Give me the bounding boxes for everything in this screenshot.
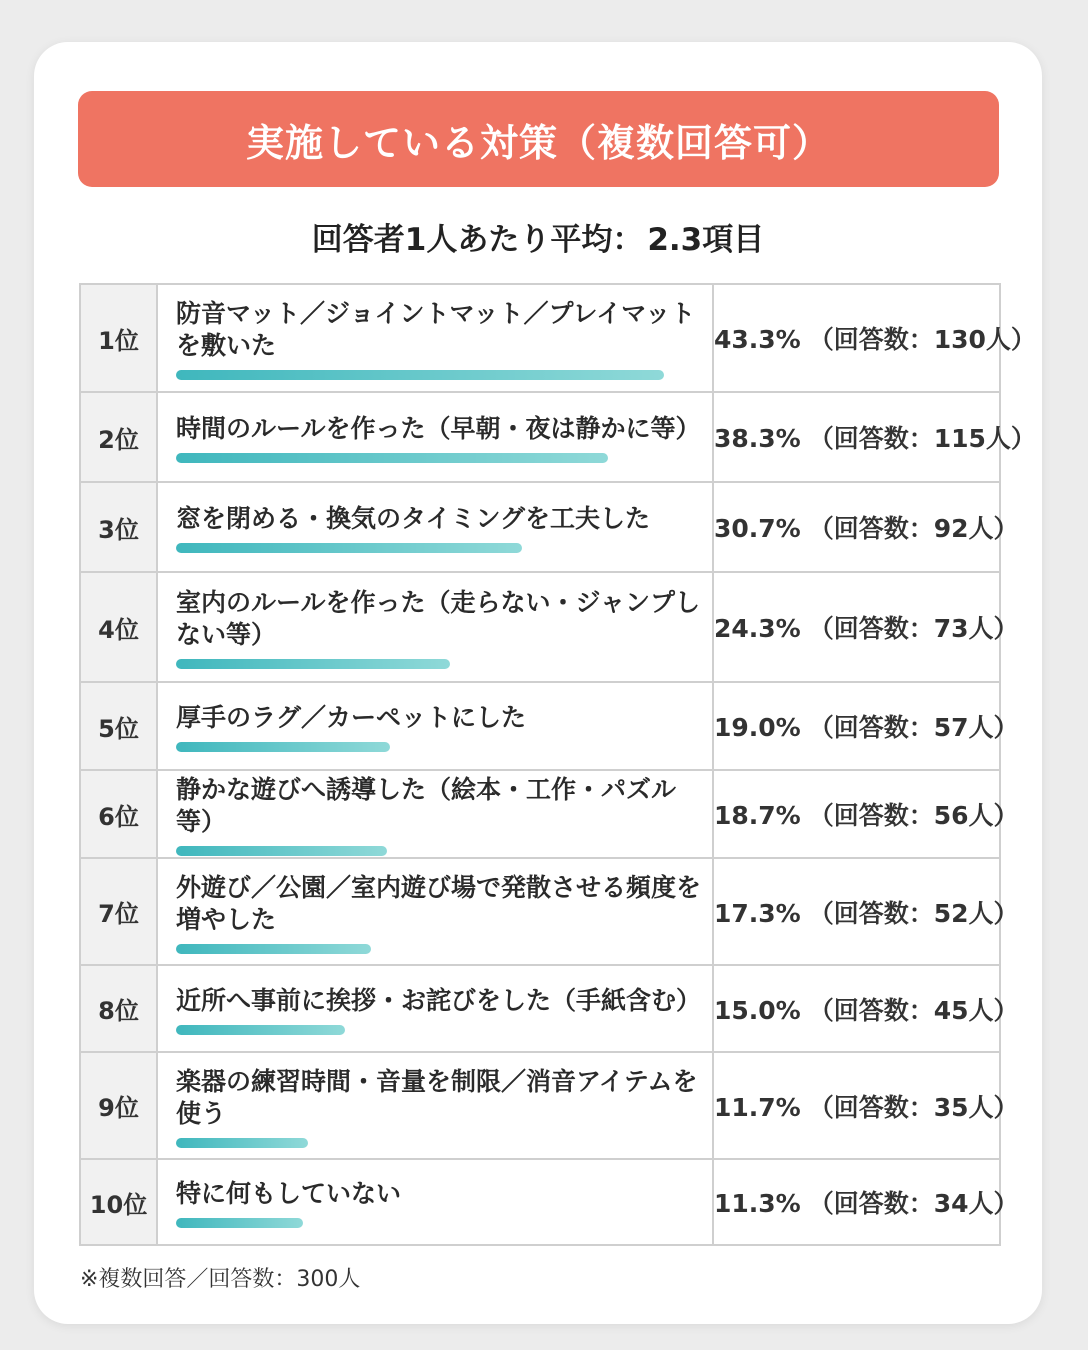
table-row xyxy=(80,572,1000,682)
rank-label: 5位 xyxy=(80,682,157,770)
item-label: 近所へ事前に挨拶・お詫びをした（手紙含む） xyxy=(176,985,702,1015)
count-value: （回答数：34人） xyxy=(808,1189,1019,1218)
bar xyxy=(176,1138,308,1148)
count-value: （回答数：45人） xyxy=(808,995,1019,1025)
item-label: 外遊び／公園／室内遊び場で発散させる頻度を増やした xyxy=(176,872,702,934)
bar-track xyxy=(176,1138,704,1148)
percent-value: 17.3% xyxy=(714,898,801,928)
title-banner xyxy=(78,91,999,187)
item-cell xyxy=(157,482,713,572)
item-label: 室内のルールを作った（走らない・ジャンプしない等） xyxy=(176,588,701,649)
rank-label: 4位 xyxy=(80,572,157,682)
percent-cell xyxy=(713,965,1019,1052)
table-row xyxy=(80,284,1000,392)
item-cell xyxy=(157,965,713,1052)
rank-label: 3位 xyxy=(80,482,157,572)
percent-cell xyxy=(713,572,1019,682)
percent-cell xyxy=(713,858,1019,965)
count-value: （回答数：115人） xyxy=(808,424,1036,453)
bar xyxy=(176,846,387,856)
item-label: 静かな遊びへ誘導した（絵本・工作・パズル等） xyxy=(176,775,677,836)
item-label: 時間のルールを作った（早朝・夜は静かに等） xyxy=(176,414,701,443)
item-label: 窓を閉める・換気のタイミングを工夫した xyxy=(176,504,651,533)
rank-label: 6位 xyxy=(80,770,157,858)
table-row xyxy=(80,858,1000,965)
bar-track xyxy=(176,659,704,669)
bar xyxy=(176,659,450,669)
bar-track xyxy=(176,370,704,380)
bar-track xyxy=(176,1025,704,1035)
item-cell xyxy=(157,682,713,770)
bar xyxy=(176,543,522,553)
footnote: ※複数回答／回答数：300人 xyxy=(80,1267,361,1292)
ranking-table xyxy=(79,283,1036,1246)
subtitle-value: 2.3項目 xyxy=(647,222,765,258)
count-value: （回答数：73人） xyxy=(808,614,1019,643)
table-row xyxy=(80,965,1000,1052)
bar xyxy=(176,370,664,380)
chart-title: 実施している対策（複数回答可） xyxy=(245,120,831,165)
percent-value: 38.3% xyxy=(714,424,801,453)
percent-cell xyxy=(713,770,1019,858)
bar-track xyxy=(176,944,704,954)
item-cell xyxy=(157,858,713,965)
rank-label: 7位 xyxy=(80,858,157,965)
subtitle-label: 回答者1人あたり平均： xyxy=(311,222,644,258)
percent-cell xyxy=(713,1159,1019,1245)
percent-value: 30.7% xyxy=(714,514,801,543)
item-cell xyxy=(157,284,713,392)
subtitle xyxy=(34,214,1042,259)
table-row xyxy=(80,682,1000,770)
percent-cell xyxy=(713,392,1036,482)
item-label: 厚手のラグ／カーペットにした xyxy=(176,703,527,732)
percent-value: 15.0% xyxy=(714,995,801,1025)
rank-label: 9位 xyxy=(80,1052,157,1159)
bar xyxy=(176,944,371,954)
bar xyxy=(176,742,390,752)
bar-track xyxy=(176,543,704,553)
percent-cell xyxy=(713,682,1019,770)
percent-value: 18.7% xyxy=(714,801,801,830)
table-row xyxy=(80,1159,1000,1245)
bar-track xyxy=(176,742,704,752)
table-row xyxy=(80,482,1000,572)
item-label: 防音マット／ジョイントマット／プレイマットを敷いた xyxy=(176,299,696,360)
bar xyxy=(176,1218,303,1228)
rank-label: 1位 xyxy=(80,284,157,392)
count-value: （回答数：35人） xyxy=(808,1092,1019,1122)
percent-value: 19.0% xyxy=(714,713,801,742)
item-cell xyxy=(157,572,713,682)
percent-value: 24.3% xyxy=(714,614,801,643)
percent-cell xyxy=(713,1052,1019,1159)
percent-value: 11.3% xyxy=(714,1189,801,1218)
count-value: （回答数：52人） xyxy=(808,898,1019,928)
table-row xyxy=(80,1052,1000,1159)
count-value: （回答数：130人） xyxy=(808,325,1036,354)
percent-value: 11.7% xyxy=(714,1092,801,1122)
table-row xyxy=(80,770,1000,858)
item-cell xyxy=(157,1159,713,1245)
item-label: 楽器の練習時間・音量を制限／消音アイテムを使う xyxy=(176,1066,698,1128)
ranking-table-body xyxy=(80,284,1036,1245)
item-cell xyxy=(157,770,713,858)
bar xyxy=(176,453,608,463)
percent-value: 43.3% xyxy=(714,325,801,354)
table-row xyxy=(80,392,1000,482)
count-value: （回答数：57人） xyxy=(808,713,1019,742)
item-cell xyxy=(157,392,713,482)
bar-track xyxy=(176,1218,704,1228)
bar xyxy=(176,1025,345,1035)
rank-label: 2位 xyxy=(80,392,157,482)
rank-label: 10位 xyxy=(80,1159,157,1245)
bar-track xyxy=(176,846,704,856)
bar-track xyxy=(176,453,704,463)
card xyxy=(34,42,1042,1324)
item-label: 特に何もしていない xyxy=(176,1179,402,1208)
rank-label: 8位 xyxy=(80,965,157,1052)
item-cell xyxy=(157,1052,713,1159)
percent-cell xyxy=(713,284,1036,392)
count-value: （回答数：92人） xyxy=(808,514,1019,543)
percent-cell xyxy=(713,482,1019,572)
count-value: （回答数：56人） xyxy=(808,801,1019,830)
